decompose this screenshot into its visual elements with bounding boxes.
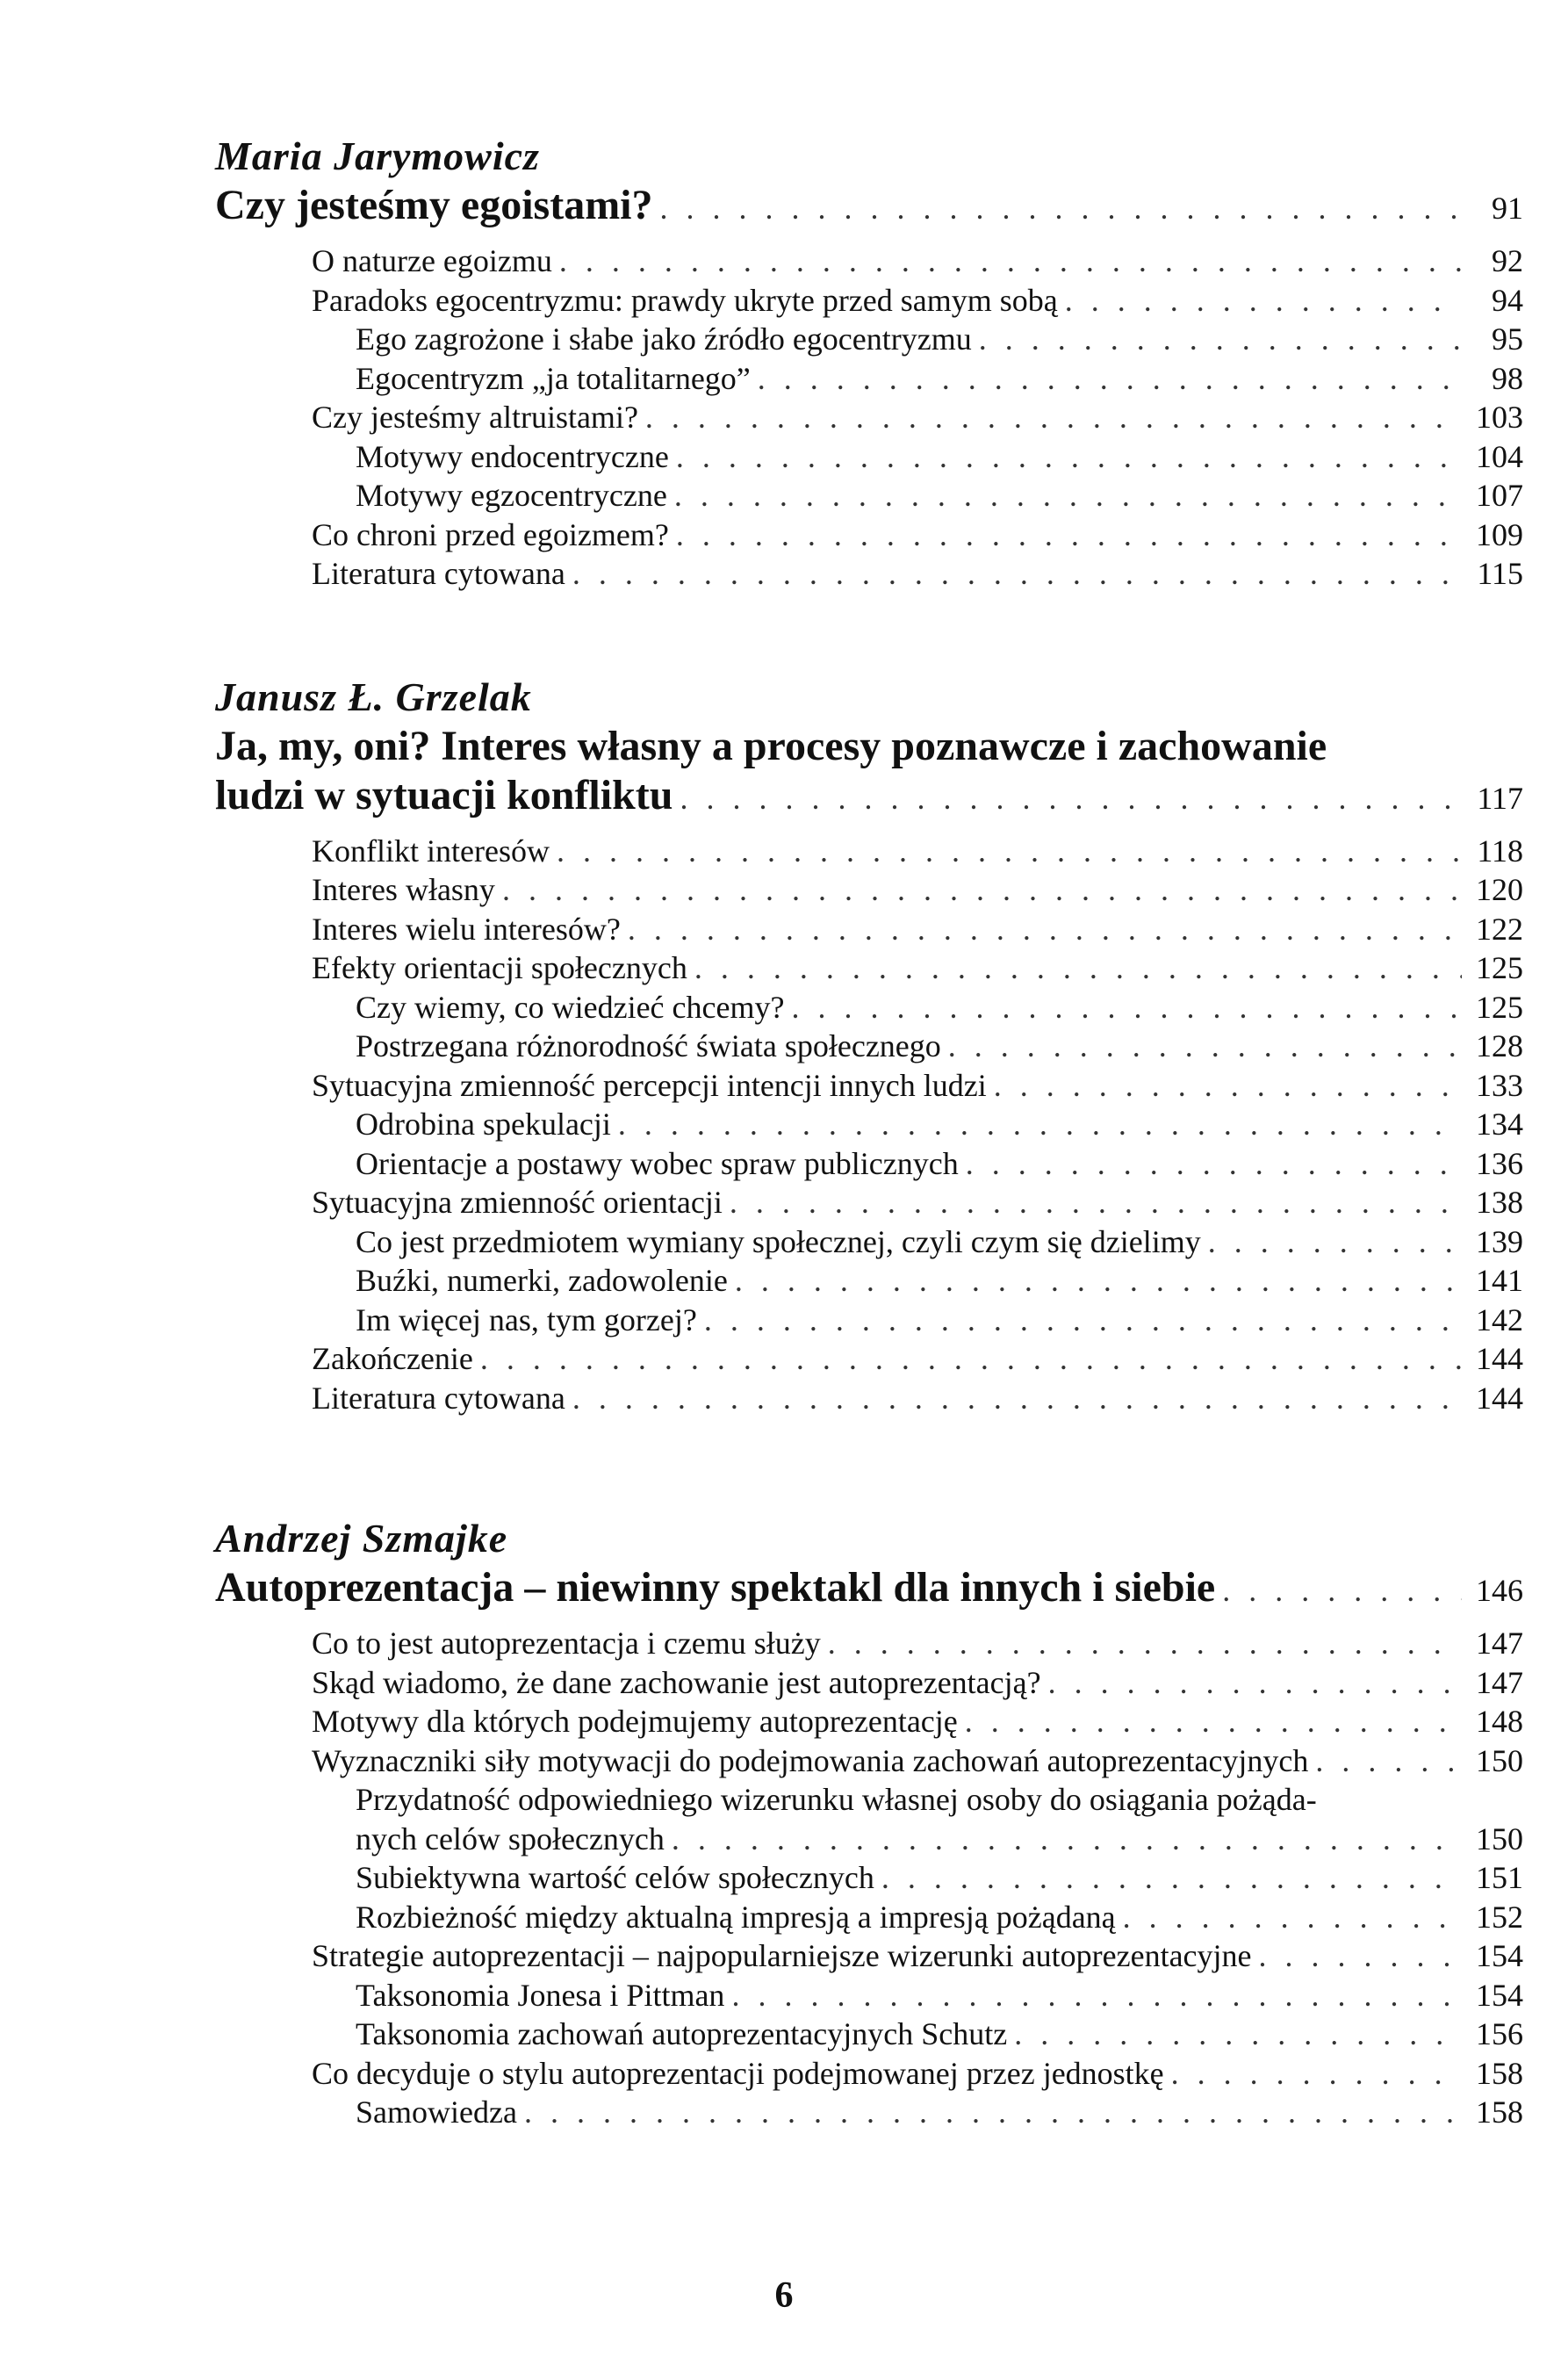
toc-entry-text: Rozbieżność między aktualną impresją a impresją pożądaną: [356, 1899, 1116, 1935]
toc-entry: [215, 398, 1523, 437]
chapter-author: Janusz Ł. Grzelak: [215, 674, 532, 719]
toc-entry: [215, 910, 1523, 949]
dot-leader: [660, 184, 1462, 233]
dot-leader: [791, 988, 1462, 1027]
chapter-title: [215, 722, 1523, 823]
dot-leader: [965, 1702, 1462, 1741]
toc-entry: [215, 1301, 1523, 1340]
dot-leader: [1259, 1936, 1462, 1976]
toc-entry: [215, 281, 1523, 321]
dot-leader: [674, 476, 1462, 515]
toc-entry-text: Co chroni przed egoizmem?: [312, 516, 669, 552]
dot-leader: [1123, 1898, 1462, 1937]
dot-leader: [694, 948, 1462, 988]
toc-entry-text: Ego zagrożone i słabe jako źródło egocentryzmu: [356, 321, 972, 357]
toc-entry-page: 158: [1476, 2094, 1523, 2130]
toc-entry-text: Skąd wiadomo, że dane zachowanie jest autoprezentacją?: [312, 1664, 1041, 1700]
chapter-title: Czy jesteśmy egoistami?: [215, 182, 653, 228]
toc-entry: [215, 1339, 1523, 1379]
toc-entry: [215, 1183, 1523, 1222]
toc-entry-text: Taksonomia Jonesa i Pittman: [356, 1977, 725, 2013]
dot-leader: [758, 359, 1462, 399]
dot-leader: [966, 1144, 1462, 1184]
toc-entry-page: 141: [1476, 1263, 1523, 1298]
toc-entry-page: 115: [1477, 556, 1523, 591]
chapter-entries: [215, 832, 1523, 1418]
toc-entry: [215, 320, 1523, 359]
toc-entry-page: 136: [1476, 1145, 1523, 1181]
toc-entry-page: 154: [1476, 1938, 1523, 1973]
dot-leader: [704, 1301, 1462, 1340]
dot-leader: [1065, 281, 1462, 321]
toc-entry-text: Sytuacyjna zmienność orientacji: [312, 1185, 723, 1220]
chapter-title-row: [215, 181, 1523, 233]
toc-entry: [215, 515, 1523, 555]
toc-entry-page: 109: [1476, 516, 1523, 552]
dot-leader: [1315, 1741, 1462, 1781]
toc-entry: [215, 1780, 1523, 1858]
toc-entry-text: Literatura cytowana: [312, 556, 565, 591]
dot-leader: [1048, 1663, 1462, 1703]
dot-leader: [572, 1379, 1462, 1418]
toc-entry-text: Co to jest autoprezentacja i czemu służy: [312, 1626, 821, 1661]
toc-entry-page: 139: [1476, 1223, 1523, 1259]
toc-entry-page: 133: [1476, 1067, 1523, 1103]
toc-entry: [215, 832, 1523, 871]
chapter-entries: [215, 1624, 1523, 2132]
toc-entry: [215, 1702, 1523, 1741]
toc-entry: [215, 948, 1523, 988]
dot-leader: [1171, 2054, 1462, 2094]
toc-entry-page: 118: [1477, 833, 1523, 869]
toc-entry-page: 156: [1476, 2016, 1523, 2051]
toc-entry: [215, 437, 1523, 477]
toc-entry-page: 138: [1476, 1185, 1523, 1220]
toc-entry: [215, 1105, 1523, 1144]
chapter-page: 146: [1476, 1573, 1523, 1608]
chapter-entries: [215, 242, 1523, 594]
toc-entry-page: 151: [1476, 1860, 1523, 1895]
chapter-title: Autoprezentacja – niewinny spektakl dla innych i siebie: [215, 1564, 1216, 1611]
dot-leader: [1014, 2015, 1462, 2054]
dot-leader: [572, 554, 1462, 594]
dot-leader: [828, 1624, 1462, 1663]
toc-entry-text: Subiektywna wartość celów społecznych: [356, 1860, 874, 1895]
dot-leader: [676, 515, 1462, 555]
toc-entry-text: Interes wielu interesów?: [312, 911, 621, 947]
toc-entry-continuation: [356, 1820, 1523, 1859]
dot-leader: [1222, 1566, 1462, 1615]
toc-entry-page: 94: [1492, 282, 1523, 318]
chapter-title-row: [215, 771, 1523, 823]
toc-entry-text: Motywy dla których podejmujemy autoprezentację: [312, 1704, 958, 1739]
chapter-jarymowicz: [215, 132, 1523, 594]
chapter-page: 91: [1492, 191, 1523, 226]
toc-entry: [215, 1144, 1523, 1184]
chapter-author: Andrzej Szmajke: [215, 1516, 508, 1561]
toc-entry-page: 125: [1476, 989, 1523, 1025]
toc-entry-page: 95: [1492, 321, 1523, 357]
toc-entry-text: Interes własny: [312, 872, 495, 907]
dot-leader: [680, 774, 1462, 823]
toc-entry: [215, 476, 1523, 515]
toc-entry-page: 158: [1476, 2055, 1523, 2091]
toc-entry-page: 104: [1476, 438, 1523, 474]
toc-entry-text: Co jest przedmiotem wymiany społecznej, czyli czym się dzielimy: [356, 1223, 1201, 1259]
toc-entry: [215, 1936, 1523, 1976]
toc-entry: [215, 1027, 1523, 1066]
toc-entry-text: Efekty orientacji społecznych: [312, 950, 687, 985]
toc-entry-text: Wyznaczniki siły motywacji do podejmowania zachowań autoprezentacyjnych: [312, 1742, 1309, 1778]
toc-entry-text: Zakończenie: [312, 1341, 473, 1376]
toc-entry-page: 152: [1476, 1899, 1523, 1935]
toc-entry-text: Paradoks egocentryzmu: prawdy ukryte przed samym sobą: [312, 282, 1058, 318]
toc-entry-page: 142: [1476, 1301, 1523, 1337]
toc-entry: [215, 359, 1523, 399]
toc-entry-page: 103: [1476, 400, 1523, 435]
toc-entry-text: Samowiedza: [356, 2094, 517, 2130]
toc-entry-text: Co decyduje o stylu autoprezentacji podejmowanej przez jednostkę: [312, 2055, 1164, 2091]
toc-entry-text: Konflikt interesów: [312, 833, 550, 869]
toc-entry-text: Odrobina spekulacji: [356, 1107, 611, 1142]
toc-entry-page: 147: [1476, 1626, 1523, 1661]
toc-entry-page: 98: [1492, 360, 1523, 396]
dot-leader: [730, 1183, 1462, 1222]
dot-leader: [557, 832, 1462, 871]
chapter-title-row: [215, 1563, 1523, 1615]
table-of-contents: [215, 132, 1523, 2198]
toc-entry-text: Postrzegana różnorodność świata społecznego: [356, 1028, 941, 1063]
chapter-page: 117: [1477, 780, 1523, 816]
chapter-author: Maria Jarymowicz: [215, 133, 540, 178]
dot-leader: [979, 320, 1462, 359]
toc-entry: [215, 870, 1523, 910]
toc-entry: [215, 2093, 1523, 2132]
toc-entry-text: Buźki, numerki, zadowolenie: [356, 1263, 728, 1298]
toc-entry-text: Czy jesteśmy altruistami?: [312, 400, 638, 435]
toc-entry-page: 148: [1476, 1704, 1523, 1739]
toc-entry: [215, 1261, 1523, 1301]
toc-entry-text: Motywy egzocentryczne: [356, 478, 667, 513]
toc-entry-text: Im więcej nas, tym gorzej?: [356, 1301, 697, 1337]
toc-entry-page: 154: [1476, 1977, 1523, 2013]
toc-entry: [215, 1898, 1523, 1937]
toc-entry-page: 120: [1476, 872, 1523, 907]
dot-leader: [948, 1027, 1462, 1066]
toc-entry-text: nych celów społecznych: [356, 1820, 665, 1856]
chapter-grzelak: [215, 673, 1523, 1418]
toc-entry-text: O naturze egoizmu: [312, 243, 552, 278]
toc-entry-text: Czy wiemy, co wiedzieć chcemy?: [356, 989, 785, 1025]
dot-leader: [731, 1976, 1462, 2015]
dot-leader: [524, 2093, 1462, 2132]
toc-entry-page: 144: [1476, 1380, 1523, 1416]
dot-leader: [502, 870, 1462, 910]
toc-entry-page: 122: [1476, 911, 1523, 947]
toc-entry-text: Strategie autoprezentacji – najpopularniejsze wizerunki autoprezentacyjne: [312, 1938, 1252, 1973]
toc-entry-text: Sytuacyjna zmienność percepcji intencji innych ludzi: [312, 1067, 987, 1103]
toc-entry: [215, 242, 1523, 281]
toc-entry-page: 128: [1476, 1028, 1523, 1063]
toc-entry-page: 125: [1476, 950, 1523, 985]
dot-leader: [676, 437, 1462, 477]
dot-leader: [735, 1261, 1462, 1301]
toc-entry: [215, 2054, 1523, 2094]
dot-leader: [480, 1339, 1462, 1379]
page-number: 6: [774, 2275, 794, 2316]
toc-entry-page: 92: [1492, 243, 1523, 278]
chapter-title-line: ludzi w sytuacji konfliktu: [215, 771, 673, 818]
toc-entry-page: 147: [1476, 1664, 1523, 1700]
toc-entry: [215, 1624, 1523, 1663]
toc-entry-page: 150: [1476, 1820, 1523, 1856]
toc-entry-text: Przydatność odpowiedniego wizerunku własnej osoby do osiągania pożąda-: [356, 1782, 1317, 1817]
chapter-szmajke: [215, 1514, 1523, 2132]
dot-leader: [1208, 1222, 1462, 1262]
toc-entry-page: 144: [1476, 1341, 1523, 1376]
toc-entry: [215, 988, 1523, 1027]
toc-entry: [215, 2015, 1523, 2054]
toc-entry: [215, 554, 1523, 594]
dot-leader: [559, 242, 1462, 281]
toc-entry-text: Motywy endocentryczne: [356, 438, 669, 474]
toc-entry: [215, 1741, 1523, 1781]
toc-entry-page: 107: [1476, 478, 1523, 513]
toc-entry-text: Egocentryzm „ja totalitarnego”: [356, 360, 751, 396]
dot-leader: [881, 1858, 1462, 1898]
toc-entry: [215, 1379, 1523, 1418]
toc-entry-text: Literatura cytowana: [312, 1380, 565, 1416]
toc-entry-page: 134: [1476, 1107, 1523, 1142]
toc-entry-page: 150: [1476, 1742, 1523, 1778]
toc-entry-text: Taksonomia zachowań autoprezentacyjnych Schutz: [356, 2016, 1008, 2051]
dot-leader: [628, 910, 1462, 949]
toc-entry: [215, 1222, 1523, 1262]
dot-leader: [645, 398, 1462, 437]
toc-entry: [215, 1858, 1523, 1898]
toc-entry: [215, 1976, 1523, 2015]
chapter-title-line: Ja, my, oni? Interes własny a procesy poznawcze i zachowanie: [215, 722, 1327, 769]
toc-entry: [215, 1663, 1523, 1703]
dot-leader: [994, 1066, 1462, 1106]
toc-entry-text: Orientacje a postawy wobec spraw publicznych: [356, 1145, 959, 1181]
toc-entry: [215, 1066, 1523, 1106]
dot-leader: [672, 1820, 1462, 1859]
dot-leader: [618, 1105, 1462, 1144]
